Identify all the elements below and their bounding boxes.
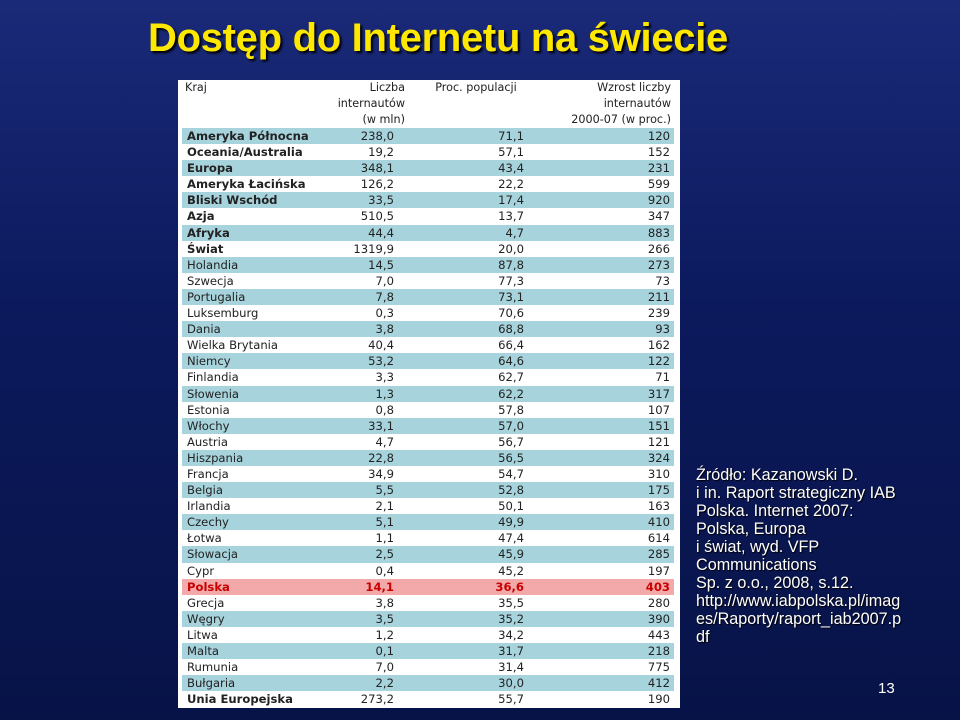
header-population-pct: Proc. populacji bbox=[408, 80, 544, 128]
table-row bbox=[182, 675, 674, 691]
cell-country: Irlandia bbox=[182, 498, 330, 514]
cell-population-pct: 36,6 bbox=[408, 579, 544, 595]
cell-users: 7,0 bbox=[330, 659, 408, 675]
cell-growth: 175 bbox=[544, 482, 674, 498]
cell-growth: 266 bbox=[544, 241, 674, 257]
cell-country: Litwa bbox=[182, 627, 330, 643]
cell-country: Ameryka Północna bbox=[182, 128, 330, 144]
cell-country: Francja bbox=[182, 466, 330, 482]
cell-country: Hiszpania bbox=[182, 450, 330, 466]
cell-users: 238,0 bbox=[330, 128, 408, 144]
cell-growth: 152 bbox=[544, 144, 674, 160]
cell-population-pct: 73,1 bbox=[408, 289, 544, 305]
cell-country: Portugalia bbox=[182, 289, 330, 305]
cell-growth: 599 bbox=[544, 176, 674, 192]
cell-country: Słowenia bbox=[182, 386, 330, 402]
cell-growth: 162 bbox=[544, 337, 674, 353]
cell-users: 1319,9 bbox=[330, 241, 408, 257]
cell-users: 33,1 bbox=[330, 418, 408, 434]
cell-population-pct: 71,1 bbox=[408, 128, 544, 144]
internet-access-table-panel bbox=[178, 80, 680, 708]
cell-population-pct: 17,4 bbox=[408, 192, 544, 208]
cell-population-pct: 31,7 bbox=[408, 643, 544, 659]
cell-population-pct: 34,2 bbox=[408, 627, 544, 643]
cell-growth: 614 bbox=[544, 530, 674, 546]
cell-country: Polska bbox=[182, 579, 330, 595]
cell-users: 40,4 bbox=[330, 337, 408, 353]
cell-growth: 151 bbox=[544, 418, 674, 434]
cell-users: 5,1 bbox=[330, 514, 408, 530]
cell-users: 3,8 bbox=[330, 595, 408, 611]
cell-users: 7,8 bbox=[330, 289, 408, 305]
cell-population-pct: 56,5 bbox=[408, 450, 544, 466]
cell-growth: 310 bbox=[544, 466, 674, 482]
header-growth: Wzrost liczby internautów 2000-07 (w proc.) bbox=[544, 80, 674, 128]
cell-population-pct: 47,4 bbox=[408, 530, 544, 546]
cell-population-pct: 70,6 bbox=[408, 305, 544, 321]
cell-country: Szwecja bbox=[182, 273, 330, 289]
cell-growth: 883 bbox=[544, 225, 674, 241]
cell-users: 0,1 bbox=[330, 643, 408, 659]
cell-country: Oceania/Australia bbox=[182, 144, 330, 160]
cell-population-pct: 68,8 bbox=[408, 321, 544, 337]
cell-country: Finlandia bbox=[182, 369, 330, 385]
header-users: Liczba internautów (w mln) bbox=[330, 80, 408, 128]
table-row bbox=[182, 498, 674, 514]
table-row bbox=[182, 305, 674, 321]
cell-users: 1,2 bbox=[330, 627, 408, 643]
cell-country: Świat bbox=[182, 241, 330, 257]
cell-users: 2,1 bbox=[330, 498, 408, 514]
cell-population-pct: 31,4 bbox=[408, 659, 544, 675]
table-row bbox=[182, 176, 674, 192]
cell-country: Bliski Wschód bbox=[182, 192, 330, 208]
cell-growth: 122 bbox=[544, 353, 674, 369]
table-row bbox=[182, 466, 674, 482]
table-row bbox=[182, 595, 674, 611]
cell-users: 34,9 bbox=[330, 466, 408, 482]
cell-growth: 273 bbox=[544, 257, 674, 273]
table-row bbox=[182, 659, 674, 675]
cell-country: Słowacja bbox=[182, 546, 330, 562]
cell-growth: 412 bbox=[544, 675, 674, 691]
cell-growth: 71 bbox=[544, 369, 674, 385]
cell-users: 5,5 bbox=[330, 482, 408, 498]
cell-users: 14,1 bbox=[330, 579, 408, 595]
cell-growth: 443 bbox=[544, 627, 674, 643]
cell-country: Belgia bbox=[182, 482, 330, 498]
cell-population-pct: 87,8 bbox=[408, 257, 544, 273]
cell-users: 0,8 bbox=[330, 402, 408, 418]
cell-country: Azja bbox=[182, 208, 330, 224]
cell-users: 348,1 bbox=[330, 160, 408, 176]
cell-country: Unia Europejska bbox=[182, 691, 330, 707]
cell-growth: 775 bbox=[544, 659, 674, 675]
cell-users: 2,2 bbox=[330, 675, 408, 691]
cell-growth: 120 bbox=[544, 128, 674, 144]
cell-population-pct: 49,9 bbox=[408, 514, 544, 530]
cell-country: Niemcy bbox=[182, 353, 330, 369]
source-link-line[interactable]: df bbox=[696, 628, 710, 646]
table-row bbox=[182, 611, 674, 627]
table-row bbox=[182, 643, 674, 659]
cell-country: Włochy bbox=[182, 418, 330, 434]
cell-population-pct: 62,2 bbox=[408, 386, 544, 402]
cell-country: Luksemburg bbox=[182, 305, 330, 321]
cell-users: 14,5 bbox=[330, 257, 408, 273]
internet-access-table bbox=[182, 80, 674, 707]
table-row bbox=[182, 289, 674, 305]
cell-population-pct: 62,7 bbox=[408, 369, 544, 385]
cell-population-pct: 54,7 bbox=[408, 466, 544, 482]
table-row bbox=[182, 418, 674, 434]
table-row bbox=[182, 627, 674, 643]
cell-users: 1,3 bbox=[330, 386, 408, 402]
table-row bbox=[182, 546, 674, 562]
cell-users: 0,4 bbox=[330, 563, 408, 579]
cell-users: 3,5 bbox=[330, 611, 408, 627]
cell-growth: 390 bbox=[544, 611, 674, 627]
cell-population-pct: 45,2 bbox=[408, 563, 544, 579]
cell-growth: 403 bbox=[544, 579, 674, 595]
cell-users: 1,1 bbox=[330, 530, 408, 546]
cell-country: Łotwa bbox=[182, 530, 330, 546]
source-line: i świat, wyd. VFP bbox=[696, 538, 820, 556]
table-row bbox=[182, 337, 674, 353]
cell-growth: 324 bbox=[544, 450, 674, 466]
cell-users: 3,3 bbox=[330, 369, 408, 385]
cell-growth: 211 bbox=[544, 289, 674, 305]
source-line: Sp. z o.o., 2008, s.12. bbox=[696, 574, 854, 592]
cell-growth: 218 bbox=[544, 643, 674, 659]
cell-users: 0,3 bbox=[330, 305, 408, 321]
cell-population-pct: 66,4 bbox=[408, 337, 544, 353]
table-row bbox=[182, 386, 674, 402]
table-row bbox=[182, 192, 674, 208]
cell-country: Ameryka Łacińska bbox=[182, 176, 330, 192]
cell-population-pct: 77,3 bbox=[408, 273, 544, 289]
table-row bbox=[182, 225, 674, 241]
cell-population-pct: 57,1 bbox=[408, 144, 544, 160]
table-row bbox=[182, 434, 674, 450]
cell-growth: 410 bbox=[544, 514, 674, 530]
cell-growth: 121 bbox=[544, 434, 674, 450]
cell-population-pct: 35,2 bbox=[408, 611, 544, 627]
cell-country: Rumunia bbox=[182, 659, 330, 675]
cell-country: Cypr bbox=[182, 563, 330, 579]
cell-growth: 280 bbox=[544, 595, 674, 611]
table-row bbox=[182, 482, 674, 498]
page-number: 13 bbox=[878, 680, 895, 697]
table-row bbox=[182, 273, 674, 289]
cell-population-pct: 45,9 bbox=[408, 546, 544, 562]
cell-population-pct: 35,5 bbox=[408, 595, 544, 611]
cell-country: Bułgaria bbox=[182, 675, 330, 691]
source-link-line[interactable]: es/Raporty/raport_iab2007.p bbox=[696, 610, 902, 628]
cell-growth: 285 bbox=[544, 546, 674, 562]
cell-users: 53,2 bbox=[330, 353, 408, 369]
cell-growth: 190 bbox=[544, 691, 674, 707]
table-row bbox=[182, 369, 674, 385]
table-row bbox=[182, 402, 674, 418]
cell-growth: 920 bbox=[544, 192, 674, 208]
table-row bbox=[182, 353, 674, 369]
cell-population-pct: 22,2 bbox=[408, 176, 544, 192]
cell-country: Czechy bbox=[182, 514, 330, 530]
source-line: Źródło: Kazanowski D. bbox=[696, 466, 858, 484]
table-row bbox=[182, 450, 674, 466]
cell-population-pct: 52,8 bbox=[408, 482, 544, 498]
cell-population-pct: 57,8 bbox=[408, 402, 544, 418]
cell-growth: 317 bbox=[544, 386, 674, 402]
cell-users: 273,2 bbox=[330, 691, 408, 707]
source-link-line[interactable]: http://www.iabpolska.pl/imag bbox=[696, 592, 901, 610]
slide-title: Dostęp do Internetu na świecie bbox=[148, 16, 729, 60]
cell-users: 44,4 bbox=[330, 225, 408, 241]
cell-users: 126,2 bbox=[330, 176, 408, 192]
source-line: Communications bbox=[696, 556, 817, 574]
table-row bbox=[182, 128, 674, 144]
cell-population-pct: 13,7 bbox=[408, 208, 544, 224]
source-line: i in. Raport strategiczny IAB bbox=[696, 484, 896, 502]
table-row bbox=[182, 144, 674, 160]
cell-users: 510,5 bbox=[330, 208, 408, 224]
table-row bbox=[182, 241, 674, 257]
cell-growth: 347 bbox=[544, 208, 674, 224]
table-body bbox=[182, 128, 674, 707]
cell-growth: 73 bbox=[544, 273, 674, 289]
cell-users: 2,5 bbox=[330, 546, 408, 562]
cell-users: 3,8 bbox=[330, 321, 408, 337]
source-line: Polska, Europa bbox=[696, 520, 806, 538]
table-row bbox=[182, 514, 674, 530]
cell-country: Holandia bbox=[182, 257, 330, 273]
cell-country: Węgry bbox=[182, 611, 330, 627]
header-country: Kraj bbox=[182, 80, 330, 128]
table-row bbox=[182, 208, 674, 224]
cell-country: Europa bbox=[182, 160, 330, 176]
table-row bbox=[182, 160, 674, 176]
table-row bbox=[182, 530, 674, 546]
cell-population-pct: 64,6 bbox=[408, 353, 544, 369]
cell-growth: 231 bbox=[544, 160, 674, 176]
table-row bbox=[182, 691, 674, 707]
cell-growth: 107 bbox=[544, 402, 674, 418]
cell-country: Austria bbox=[182, 434, 330, 450]
table-row bbox=[182, 563, 674, 579]
cell-users: 4,7 bbox=[330, 434, 408, 450]
cell-country: Wielka Brytania bbox=[182, 337, 330, 353]
cell-country: Grecja bbox=[182, 595, 330, 611]
cell-users: 22,8 bbox=[330, 450, 408, 466]
cell-population-pct: 4,7 bbox=[408, 225, 544, 241]
cell-country: Dania bbox=[182, 321, 330, 337]
cell-population-pct: 30,0 bbox=[408, 675, 544, 691]
source-line: Polska. Internet 2007: bbox=[696, 502, 854, 520]
cell-country: Malta bbox=[182, 643, 330, 659]
table-row-highlighted bbox=[182, 579, 674, 595]
cell-users: 19,2 bbox=[330, 144, 408, 160]
cell-population-pct: 20,0 bbox=[408, 241, 544, 257]
cell-population-pct: 57,0 bbox=[408, 418, 544, 434]
source-note bbox=[696, 466, 946, 646]
table-header-row bbox=[182, 80, 674, 128]
cell-country: Afryka bbox=[182, 225, 330, 241]
cell-users: 33,5 bbox=[330, 192, 408, 208]
cell-population-pct: 56,7 bbox=[408, 434, 544, 450]
cell-population-pct: 55,7 bbox=[408, 691, 544, 707]
cell-population-pct: 50,1 bbox=[408, 498, 544, 514]
table-row bbox=[182, 257, 674, 273]
table-row bbox=[182, 321, 674, 337]
cell-growth: 93 bbox=[544, 321, 674, 337]
cell-population-pct: 43,4 bbox=[408, 160, 544, 176]
cell-growth: 239 bbox=[544, 305, 674, 321]
cell-growth: 197 bbox=[544, 563, 674, 579]
cell-country: Estonia bbox=[182, 402, 330, 418]
cell-growth: 163 bbox=[544, 498, 674, 514]
cell-users: 7,0 bbox=[330, 273, 408, 289]
